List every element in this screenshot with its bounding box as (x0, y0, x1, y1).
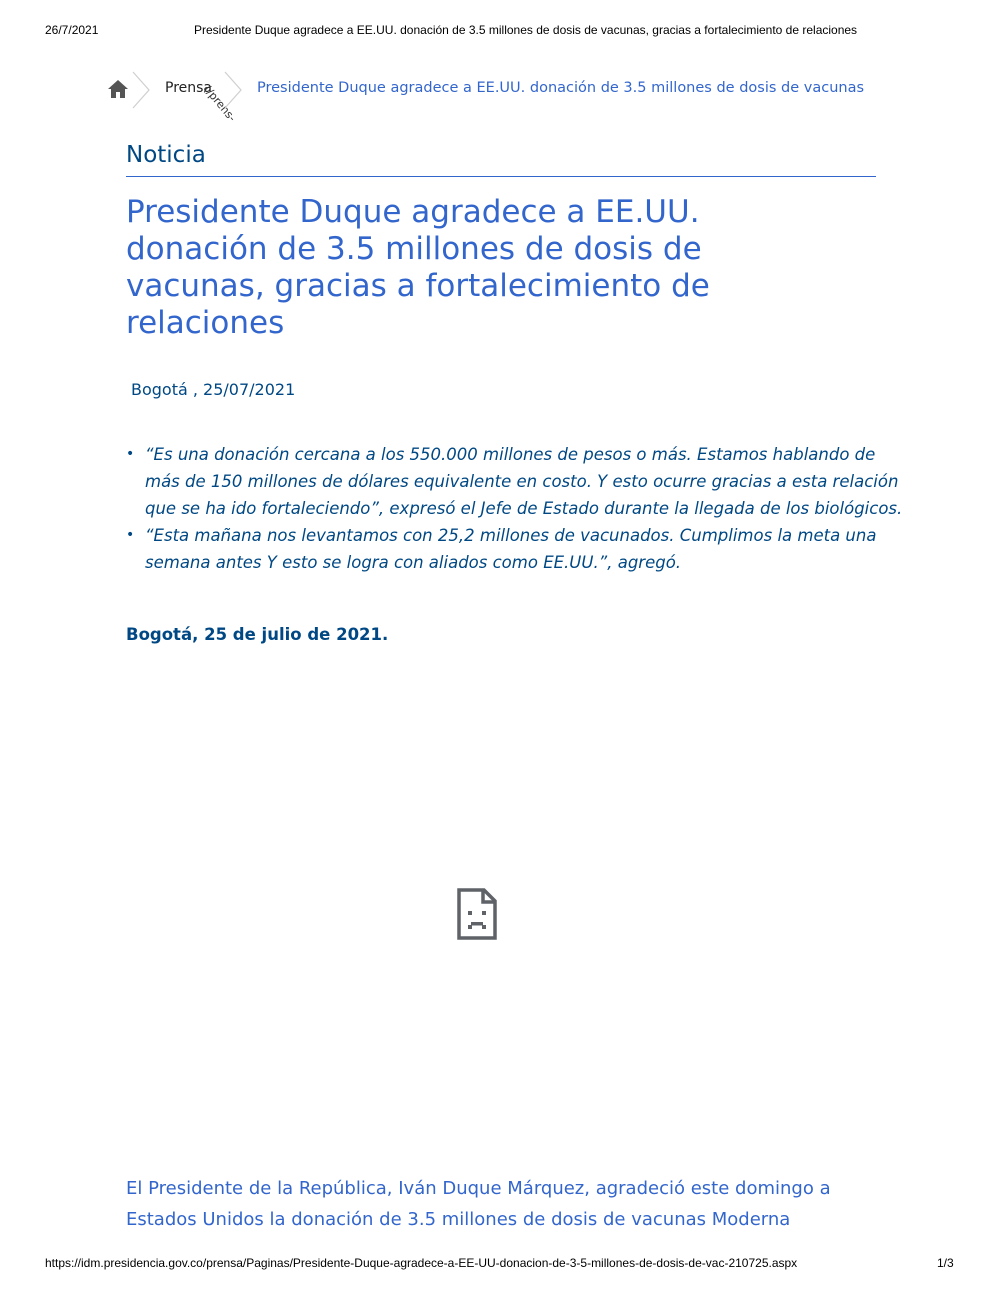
bullet-icon: • (126, 446, 135, 462)
list-item (126, 441, 905, 522)
home-icon[interactable] (107, 79, 129, 99)
print-date: 26/7/2021 (45, 23, 99, 37)
article-body-paragraph (126, 1173, 896, 1235)
body-line: Estados Unidos la donación de 3.5 millones de dosis de vacunas Moderna (126, 1209, 791, 1230)
breadcrumb (107, 74, 907, 125)
section-label: Noticia (126, 142, 206, 168)
highlights-list (126, 441, 905, 576)
page-number: 1/3 (937, 1256, 954, 1270)
headline-line: relaciones (126, 305, 285, 341)
highlight-text: “Esta mañana nos levantamos con 25,2 millones de vacunados. Cumplimos la meta una semana antes Y esto se logra con aliados como EE.UU.”, agregó. (145, 526, 877, 572)
breadcrumb-item-prensa[interactable]: Prensa (165, 80, 213, 96)
print-footer (0, 1256, 1000, 1272)
chevron-right-icon (131, 71, 151, 109)
article-headline (126, 194, 826, 342)
section-divider (126, 176, 876, 177)
headline-line: donación de 3.5 millones de dosis de (126, 231, 702, 267)
breadcrumb-slug: (/prens- (201, 83, 239, 125)
print-title: Presidente Duque agradece a EE.UU. donación de 3.5 millones de dosis de vacunas, gracias a fortalecimiento de relaciones (194, 23, 858, 37)
highlight-text: “Es una donación cercana a los 550.000 millones de pesos o más. Estamos hablando de más de 150 millones de dólares equivalente en costo. Y esto ocurre gracias a esta relación que se ha ido fortaleciendo”, expresó el Jefe de Estado durante la llegada de los biológicos. (145, 445, 903, 518)
article-dateline: Bogotá , 25/07/2021 (131, 380, 296, 399)
headline-line: vacunas, gracias a fortalecimiento de (126, 268, 710, 304)
page-url: https://idm.presidencia.gov.co/prensa/Paginas/Presidente-Duque-agradece-a-EE-UU-donacion-de-3-5-millones-de-dosis-de-vac-210725.aspx (45, 1256, 798, 1270)
bullet-icon: • (126, 527, 135, 543)
breadcrumb-item-current[interactable]: Presidente Duque agradece a EE.UU. donación de 3.5 millones de dosis de vacunas (257, 80, 865, 96)
broken-page-icon (456, 887, 498, 941)
chevron-right-icon (223, 71, 243, 109)
lead-date: Bogotá, 25 de julio de 2021. (126, 625, 389, 644)
print-header (0, 23, 1000, 39)
body-line: El Presidente de la República, Iván Duque Márquez, agradeció este domingo a (126, 1178, 831, 1199)
headline-line: Presidente Duque agradece a EE.UU. (126, 194, 700, 230)
list-item (126, 522, 905, 576)
